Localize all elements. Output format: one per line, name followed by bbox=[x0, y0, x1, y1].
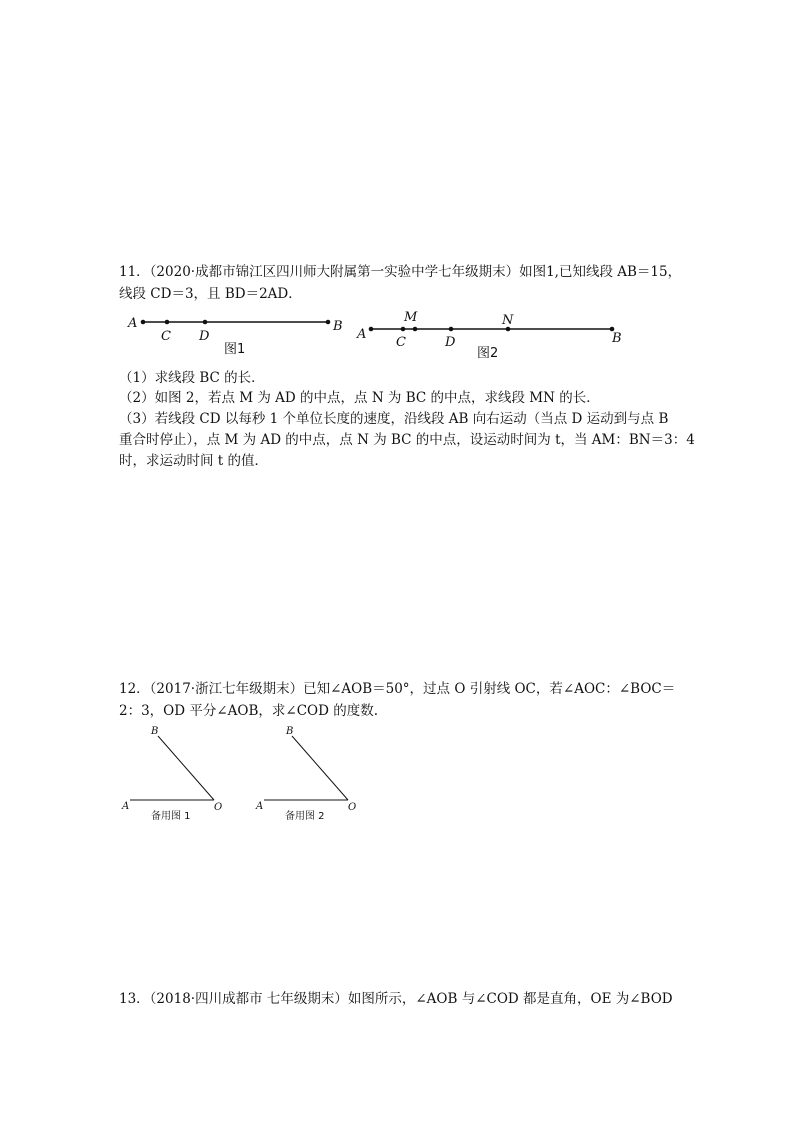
q12-spare-figure-2 bbox=[255, 726, 356, 822]
label-a: A bbox=[128, 316, 138, 331]
q12-spare-figure-1 bbox=[121, 726, 222, 822]
point-d bbox=[449, 327, 454, 332]
label-b: B bbox=[286, 726, 294, 737]
spare-figure-2-caption: 备用图 2 bbox=[285, 811, 325, 822]
q11-subquestion-2: （2）如图 2，若点 M 为 AD 的中点，点 N 为 BC 的中点，求线段 MN 的长． bbox=[119, 390, 600, 406]
figure-1-caption: 图1 bbox=[224, 342, 246, 357]
figure-2-caption: 图2 bbox=[477, 346, 499, 361]
point-a bbox=[141, 320, 146, 325]
point-a bbox=[369, 327, 374, 332]
q11-figure-2 bbox=[356, 310, 622, 361]
ray-ob bbox=[158, 736, 214, 800]
q11-stem-line2: 线段 CD＝3，且 BD＝2AD． bbox=[119, 286, 302, 302]
label-a: A bbox=[122, 801, 130, 812]
label-c: C bbox=[396, 335, 406, 350]
q11-stem-line1: 11．（2020·成都市锦江区四川师大附属第一实验中学七年级期末）如图1,已知线段 AB＝15， bbox=[119, 264, 682, 280]
q13-stem-line1: 13．（2018·四川成都市 七年级期末）如图所示，∠AOB 与∠COD 都是直角，OE 为∠BOD bbox=[119, 991, 673, 1007]
point-d bbox=[203, 320, 208, 325]
q11-subquestion-3-line1: （3）若线段 CD 以每秒 1 个单位长度的速度，沿线段 AB 向右运动（当点 D 运动到与点 B bbox=[119, 411, 669, 427]
label-m: M bbox=[404, 310, 418, 325]
q11-subquestion-3-line2: 重合时停止），点 M 为 AD 的中点，点 N 为 BC 的中点，设运动时间为 t，当 AM：BN＝3：4 bbox=[119, 432, 695, 448]
label-b: B bbox=[333, 319, 343, 334]
q12-stem-line1: 12．（2017·浙江七年级期末）已知∠AOB＝50°，过点 O 引射线 OC，若∠AOC：∠BOC＝ bbox=[119, 681, 676, 697]
label-d: D bbox=[445, 335, 456, 350]
label-b: B bbox=[151, 726, 159, 737]
point-m bbox=[413, 327, 418, 332]
label-d: D bbox=[199, 329, 210, 344]
point-b bbox=[326, 320, 331, 325]
label-o: O bbox=[214, 802, 223, 813]
q11-subquestion-1: （1）求线段 BC 的长． bbox=[119, 370, 265, 386]
label-o: O bbox=[348, 802, 357, 813]
ray-ob bbox=[292, 736, 348, 800]
spare-figure-1-caption: 备用图 1 bbox=[151, 811, 191, 822]
point-c bbox=[165, 320, 170, 325]
point-c bbox=[401, 327, 406, 332]
label-b: B bbox=[612, 331, 622, 346]
label-a: A bbox=[357, 327, 367, 342]
label-a: A bbox=[256, 801, 264, 812]
q11-subquestion-3-line3: 时，求运动时间 t 的值． bbox=[119, 453, 269, 469]
q11-figure-1 bbox=[127, 316, 343, 357]
q12-stem-line2: 2：3，OD 平分∠AOB，求∠COD 的度数. bbox=[119, 703, 379, 719]
label-n: N bbox=[502, 313, 514, 328]
label-c: C bbox=[161, 329, 171, 344]
